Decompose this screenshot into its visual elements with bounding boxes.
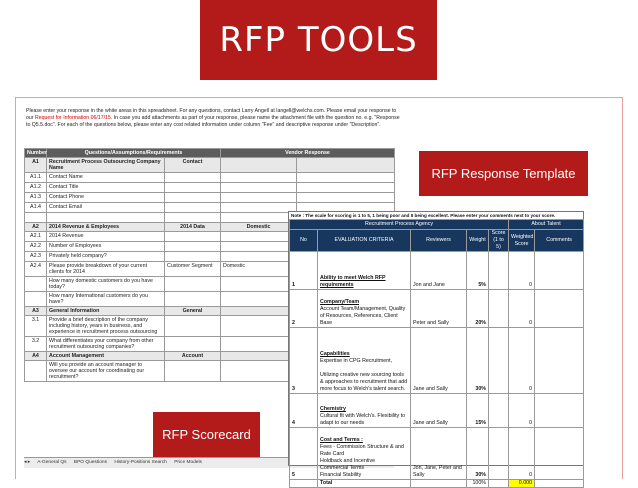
question-col3[interactable] <box>165 193 221 203</box>
question-text: Please provide breakdown of your current clients for 2014 <box>47 262 165 277</box>
vendor-response-cell[interactable] <box>221 173 297 183</box>
rfp-scorecard <box>288 211 584 486</box>
criteria-row <box>290 394 584 428</box>
comments-cell[interactable] <box>535 328 584 394</box>
question-text: Number of Employees <box>47 242 165 252</box>
weighted-score: 0 <box>509 328 535 394</box>
header-weighted: Weighted Score <box>509 230 535 252</box>
header-criteria: EVALUATION CRITERIA <box>318 230 411 252</box>
criteria-cell <box>318 428 411 480</box>
vendor-response-cell[interactable] <box>221 316 297 337</box>
question-row <box>25 193 395 203</box>
question-text: 2014 Revenue & Employees <box>47 223 165 232</box>
question-text: What differentiates your company from other recruitment outsourcing companies? <box>47 337 165 352</box>
question-text: Contact Email <box>47 203 165 213</box>
question-number: A1.4 <box>25 203 47 213</box>
header-no: No <box>290 230 318 252</box>
criteria-name: Chemistry <box>320 406 346 412</box>
criteria-row <box>290 328 584 394</box>
criteria-weight: 30% <box>467 328 489 394</box>
vendor-response-cell[interactable] <box>221 277 297 292</box>
callout-response-template <box>419 151 588 196</box>
question-col3[interactable] <box>165 213 221 223</box>
criteria-name: Capabilities <box>320 351 350 357</box>
criteria-cell <box>318 328 411 394</box>
question-number: A2 <box>25 223 47 232</box>
question-col3[interactable] <box>165 183 221 193</box>
criteria-number: 3 <box>290 328 318 394</box>
score-input-cell[interactable] <box>489 252 509 290</box>
criteria-cell <box>318 394 411 428</box>
question-text: Contact Title <box>47 183 165 193</box>
vendor-response-cell[interactable]: Domestic <box>221 262 297 277</box>
question-number <box>25 277 47 292</box>
criteria-cell <box>318 252 411 290</box>
question-number: A1 <box>25 158 47 173</box>
total-score-cell[interactable] <box>489 480 509 488</box>
criteria-reviewers: Jon, Jane, Peter and Sally <box>411 428 467 480</box>
criteria-detail: Expertise in CPG Recruitment, Utilizing creative new sourcing tools & approaches to recruitment that add more focus to Welch's talent search. <box>320 358 408 392</box>
scorecard-body <box>290 252 584 480</box>
question-row <box>25 173 395 183</box>
question-text: General Information <box>47 307 165 316</box>
question-col3[interactable] <box>165 361 221 382</box>
scorecard-note: Note : The scale for scoring is 1 to 5, 1 being poor and 5 being excellent. Please enter your comments next to your score. <box>289 212 583 219</box>
sheet-tab-bpo[interactable]: BPO Questions <box>73 460 107 465</box>
criteria-cell <box>318 290 411 328</box>
vendor-response-cell[interactable] <box>221 242 297 252</box>
question-text: Contact Phone <box>47 193 165 203</box>
vendor-response-extra[interactable] <box>297 183 395 193</box>
criteria-weight: 20% <box>467 290 489 328</box>
question-col3: Account <box>165 352 221 361</box>
vendor-response-cell[interactable] <box>221 193 297 203</box>
callout-response-template-label: RFP Response Template <box>431 166 576 181</box>
comments-cell[interactable] <box>535 252 584 290</box>
criteria-weight: 5% <box>467 252 489 290</box>
comments-cell[interactable] <box>535 394 584 428</box>
vendor-response-cell <box>221 352 297 361</box>
criteria-number: 4 <box>290 394 318 428</box>
question-text: How many domestic customers do you have today? <box>47 277 165 292</box>
criteria-detail: Fees - Commission Structure & and Rate Card Holdback and Incentive Commercial Terms Financial Stability <box>320 444 404 478</box>
question-number <box>25 292 47 307</box>
criteria-number: 2 <box>290 290 318 328</box>
vendor-response-extra[interactable] <box>297 193 395 203</box>
question-text: Contact Name <box>47 173 165 183</box>
criteria-name: Ability to meet Welch RFP requirements <box>320 275 386 288</box>
header-comments: Comments <box>535 230 584 252</box>
scorecard-group-row <box>290 220 584 230</box>
question-col3[interactable] <box>165 277 221 292</box>
question-text: Privately held company? <box>47 252 165 262</box>
total-label: Total <box>318 480 411 488</box>
question-text: Recruitment Process Outsourcing Company Name <box>47 158 165 173</box>
scorecard-total-row <box>290 480 584 488</box>
instructions-link[interactable]: Request for Information 06/17/15. <box>34 115 113 121</box>
vendor-response-cell[interactable] <box>221 183 297 193</box>
weighted-score: 0 <box>509 252 535 290</box>
slide-title: RFP TOOLS <box>219 20 418 60</box>
vendor-response-cell[interactable] <box>221 232 297 242</box>
question-col3[interactable] <box>165 173 221 183</box>
scorecard-table <box>289 219 584 488</box>
question-row <box>25 183 395 193</box>
questions-header-row <box>25 149 395 158</box>
score-input-cell[interactable] <box>489 328 509 394</box>
callout-scorecard <box>153 412 260 457</box>
question-text: Account Management <box>47 352 165 361</box>
vendor-response-cell <box>221 158 297 173</box>
criteria-reviewers: Jane and Sally <box>411 328 467 394</box>
header-vendor-response: Vendor Response <box>221 149 395 158</box>
callout-scorecard-label: RFP Scorecard <box>162 427 251 442</box>
question-col3: Contact <box>165 158 221 173</box>
criteria-weight: 30% <box>467 428 489 480</box>
question-number <box>25 213 47 223</box>
weighted-score: 0 <box>509 290 535 328</box>
question-number: 3.1 <box>25 316 47 337</box>
criteria-reviewers: Jane and Sally <box>411 394 467 428</box>
header-reviewers: Reviewers <box>411 230 467 252</box>
instructions <box>22 104 406 148</box>
vendor-response-cell: Domestic <box>221 223 297 232</box>
criteria-row <box>290 428 584 480</box>
question-row <box>25 158 395 173</box>
question-number: A2.3 <box>25 252 47 262</box>
question-col3[interactable] <box>165 337 221 352</box>
vendor-response-cell[interactable] <box>221 337 297 352</box>
question-col3[interactable] <box>165 292 221 307</box>
question-col3: 2014 Data <box>165 223 221 232</box>
header-number: Number <box>25 149 47 158</box>
criteria-number: 1 <box>290 252 318 290</box>
question-text: 2014 Revenue <box>47 232 165 242</box>
criteria-name: Company/Team <box>320 299 360 305</box>
question-text <box>47 213 165 223</box>
criteria-row <box>290 290 584 328</box>
question-number <box>25 361 47 382</box>
criteria-name: Cost and Terms : <box>320 437 363 443</box>
vendor-response-cell[interactable] <box>221 252 297 262</box>
vendor-response-cell <box>221 307 297 316</box>
question-col3[interactable] <box>165 203 221 213</box>
question-text: How many International customers do you have? <box>47 292 165 307</box>
criteria-reviewers: Peter and Sally <box>411 290 467 328</box>
comments-cell[interactable] <box>535 290 584 328</box>
total-weighted-score: 0.000 <box>509 480 535 488</box>
instructions-text-1: Please enter your response in the white areas in this spreadsheet. For any questions, contact Larry Angell at langell@welchs.com. Please email your response to our <box>26 108 397 121</box>
header-questions: Questions/Assumptions/Requirements <box>47 149 221 158</box>
criteria-detail: Account Team/Management, Quality of Resources, References, Client Base <box>320 306 406 326</box>
sheet-tab-price[interactable]: Price Models <box>174 460 202 465</box>
question-col3[interactable] <box>165 232 221 242</box>
comments-cell[interactable] <box>535 428 584 480</box>
question-number: A1.2 <box>25 183 47 193</box>
weighted-score: 0 <box>509 394 535 428</box>
question-number: A2.4 <box>25 262 47 277</box>
scorecard-header-row <box>290 230 584 252</box>
score-input-cell[interactable] <box>489 428 509 480</box>
vendor-response-cell[interactable] <box>221 292 297 307</box>
sheet-tab-history[interactable]: History-Positions Search <box>114 460 167 465</box>
question-text: Will you provide an account manager to oversee our account for coordinating our recruitment? <box>47 361 165 382</box>
question-number: 3.2 <box>25 337 47 352</box>
question-col3[interactable]: Customer Segment <box>165 262 221 277</box>
question-number: A4 <box>25 352 47 361</box>
vendor-response-extra[interactable] <box>297 173 395 183</box>
group-talent: About Talent <box>509 220 584 230</box>
vendor-response-extra <box>297 158 395 173</box>
question-number: A1.1 <box>25 173 47 183</box>
title-banner <box>200 0 437 80</box>
header-weight: Weight <box>467 230 489 252</box>
question-col3: General <box>165 307 221 316</box>
vendor-response-cell[interactable] <box>221 203 297 213</box>
criteria-number: 5 <box>290 428 318 480</box>
score-input-cell[interactable] <box>489 394 509 428</box>
question-number: A2.2 <box>25 242 47 252</box>
question-number: A1.3 <box>25 193 47 203</box>
question-text: Provide a brief description of the company including history, years in business, and experience in recruitment process outsourcing <box>47 316 165 337</box>
total-weight: 100% <box>467 480 489 488</box>
criteria-row <box>290 252 584 290</box>
group-agency: Recruitment Process Agency <box>290 220 509 230</box>
question-col3[interactable] <box>165 252 221 262</box>
header-score: Score (1 to 5) <box>489 230 509 252</box>
criteria-weight: 15% <box>467 394 489 428</box>
sheet-nav-icon[interactable]: ◂ ▸ <box>24 460 31 465</box>
score-input-cell[interactable] <box>489 290 509 328</box>
instructions-text-2: In case you add attachments as part of your response, please name the attachment file with the question no. e.g. "Response to Q5.5.doc". For each of the questions below, please enter any cost related information under column "Fee" and descriptive response under "Description". <box>26 115 400 128</box>
question-number: A2.1 <box>25 232 47 242</box>
total-comments-cell[interactable] <box>535 480 584 488</box>
question-col3[interactable] <box>165 242 221 252</box>
question-number: A3 <box>25 307 47 316</box>
criteria-detail: Cultural fit with Welch's. Flexibility to adapt to our needs <box>320 413 406 426</box>
criteria-reviewers: Jon and Jane <box>411 252 467 290</box>
question-col3[interactable] <box>165 316 221 337</box>
vendor-response-cell[interactable] <box>221 213 297 223</box>
weighted-score: 0 <box>509 428 535 480</box>
vendor-response-cell[interactable] <box>221 361 297 382</box>
sheet-tab-general[interactable]: A-General Qs <box>37 460 67 465</box>
